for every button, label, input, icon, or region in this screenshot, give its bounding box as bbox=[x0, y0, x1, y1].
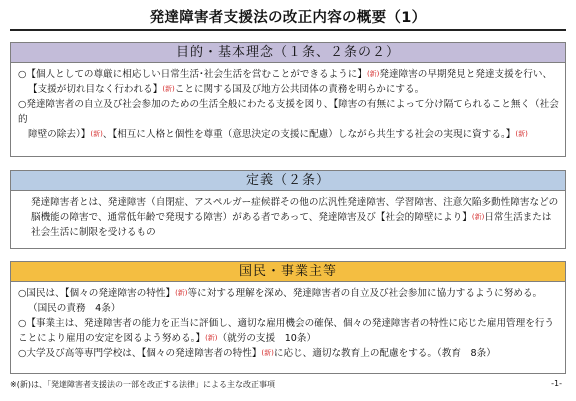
new-mark: (新) bbox=[162, 85, 175, 93]
section-body-purpose bbox=[10, 63, 566, 157]
footnote: ※(新)は、「発達障害者支援法の一部を改正する法律」による主な改正事項 bbox=[10, 380, 275, 389]
section-body-definition bbox=[10, 191, 566, 249]
citizens-paragraph-3: ○大学及び高等専門学校は、【個々の発達障害者の特性】(新)に応じ、適切な教育上の配慮をする。（教育 8条） bbox=[18, 348, 496, 359]
citizens-paragraph-1: ○国民は、【個々の発達障害の特性】(新)等に対する理解を深め、発達障害者の自立及び社会参加に協力するように努める。 （国民の責務 4条） bbox=[18, 288, 543, 314]
new-mark: (新) bbox=[261, 349, 274, 357]
section-heading-citizens: 国民・事業主等 bbox=[10, 261, 566, 282]
citizens-paragraph-2: ○【事業主は、発達障害者の能力を正当に評価し、適切な雇用機会の確保、個々の発達障害者の特性に応じた雇用管理を行うことにより雇用の安定を図るよう努める。】(新)（就労の支援 10条） bbox=[18, 318, 555, 344]
section-heading-purpose: 目的・基本理念（１条、２条の２） bbox=[10, 42, 566, 63]
new-mark: (新) bbox=[175, 289, 188, 297]
title-underline bbox=[10, 29, 566, 31]
new-mark: (新) bbox=[515, 130, 528, 138]
purpose-paragraph-1: ○【個人としての尊厳に相応しい日常生活･社会生活を営むことができるように】(新)発達障害の早期発見と発達支援を行い、 【支援が切れ目なく行われる】(新)ことに関する国及び地方公共団体の責務を明らかにする。 bbox=[18, 69, 553, 95]
page-title: 発達障害者支援法の改正内容の概要（1） bbox=[149, 10, 427, 26]
new-mark: (新) bbox=[366, 70, 380, 78]
purpose-paragraph-2: ○発達障害者の自立及び社会参加のための生活全般にわたる支援を図り、【障害の有無によって分け隔てられること無く（社会的 障壁の除去）】(新)、【相互に人格と個性を尊重（意思決定の支援に配慮）しながら共生する社会の実現に資する。】(新) bbox=[18, 99, 559, 140]
page-number: -1- bbox=[551, 379, 562, 388]
section-body-citizens bbox=[10, 282, 566, 374]
new-mark: (新) bbox=[471, 213, 485, 221]
definition-text: 発達障害者とは、発達障害（自閉症、アスペルガー症候群その他の広汎性発達障害、学習障害、注意欠陥多動性障害などの脳機能の障害で、通常低年齢で発現する障害）がある者であって、発達障害及び【社会的障壁により】(新)日常生活または社会生活に制限を受けるもの bbox=[31, 197, 559, 238]
section-heading-definition: 定義（２条） bbox=[10, 170, 566, 191]
new-mark: (新) bbox=[205, 334, 218, 342]
new-mark: (新) bbox=[90, 130, 103, 138]
